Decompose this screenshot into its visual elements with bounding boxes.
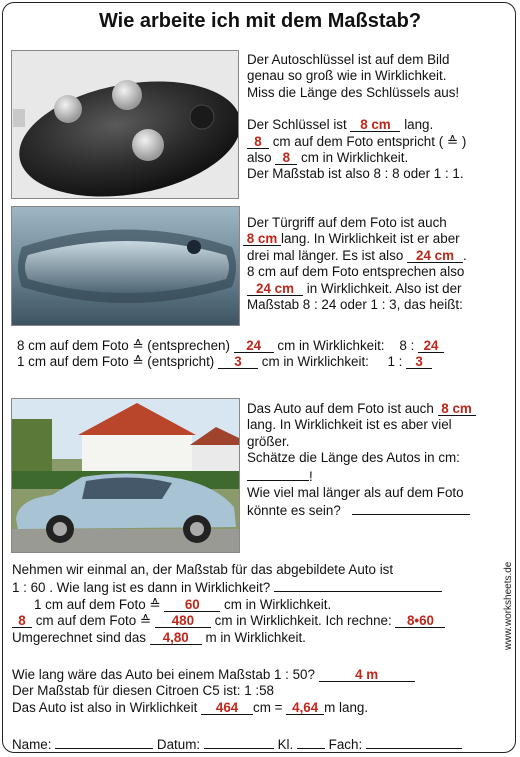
- answer-ratio-real-1[interactable]: 24: [234, 339, 274, 353]
- door-handle-photo: [11, 206, 240, 326]
- answer-scale-60-real[interactable]: 480: [155, 614, 211, 628]
- class-label: Kl.: [277, 737, 294, 752]
- car-photo-line: Das Auto auf dem Foto ist auch 8 cm: [247, 401, 476, 417]
- ratio-row-1: 8 cm auf dem Foto ≙ (entsprechen) 24 cm in Wirklichkeit: 8 : 24: [17, 338, 444, 354]
- text-line: Maßstab 8 : 24 oder 1 : 3, das heißt:: [247, 297, 463, 313]
- answer-handle-real[interactable]: 24 cm: [407, 249, 463, 263]
- key-photo-line: 8 cm auf dem Foto entspricht ( ≙ ): [247, 134, 466, 150]
- scale-50-text: [12, 667, 415, 716]
- text-line: Nehmen wir einmal an, der Maßstab für das abgebildete Auto ist: [12, 562, 394, 577]
- key-length-line: Der Schlüssel ist 8 cm lang.: [247, 117, 434, 133]
- car-photo: [11, 398, 240, 553]
- page-title: Wie arbeite ich mit dem Maßstab?: [98, 10, 422, 32]
- answer-ratio-1[interactable]: 24: [418, 339, 444, 353]
- scale-question-line: 1 : 60 . Wie lang ist es dann in Wirklichkeit?: [12, 578, 445, 596]
- citroen-length-line: Das Auto ist also in Wirklichkeit 464 cm = 4,64 m lang.: [12, 699, 369, 715]
- text-line: Der Türgriff auf dem Foto ist auch: [247, 215, 447, 230]
- answer-ratio-real-2[interactable]: 3: [218, 355, 258, 369]
- scale-50-line: Wie lang wäre das Auto bei einem Maßstab 1 : 50? 4 m: [12, 667, 415, 683]
- handle-text: [247, 215, 467, 313]
- text-line: Der Maßstab ist also 8 : 8 oder 1 : 1.: [247, 166, 464, 182]
- answer-handle-equiv[interactable]: 24 cm: [247, 282, 303, 296]
- answer-scale-50[interactable]: 4 m: [319, 668, 415, 682]
- name-label: Name:: [12, 737, 52, 752]
- student-info-footer: [12, 735, 462, 752]
- handle-length-line: 8 cm lang. In Wirklichkeit ist er aber: [243, 231, 467, 247]
- scale-60-meters-line: Umgerechnet sind das 4,80 m in Wirklichkeit.: [12, 629, 306, 645]
- text-line: Der Maßstab für diesen Citroen C5 ist: 1 :58: [12, 683, 274, 699]
- key-text: [247, 52, 466, 183]
- text-line: Wie viel mal länger als auf dem Foto: [247, 485, 464, 501]
- answer-real-cm[interactable]: 8: [275, 151, 297, 165]
- handle-equiv-line: 24 cm in Wirklichkeit. Also ist der: [247, 281, 467, 297]
- scale-60-row-1: 1 cm auf dem Foto ≙ 60 cm in Wirklichkeit.: [34, 596, 332, 612]
- answer-scale-60-photo[interactable]: 8: [12, 614, 32, 628]
- answer-citroen-cm[interactable]: 464: [201, 701, 253, 715]
- car-text: [247, 401, 476, 520]
- answer-meters[interactable]: 4,80: [150, 631, 202, 645]
- handle-real-line: drei mal länger. Es ist also 24 cm .: [247, 247, 467, 263]
- text-line: Miss die Länge des Schlüssels aus!: [247, 84, 460, 100]
- estimate-field[interactable]: [247, 467, 309, 481]
- answer-citroen-m[interactable]: 4,64: [286, 701, 324, 715]
- key-real-line: also 8 cm in Wirklichkeit.: [247, 150, 409, 166]
- text-line: größer.: [247, 433, 290, 449]
- answer-handle-photo[interactable]: 8 cm: [243, 232, 281, 246]
- date-label: Datum:: [156, 737, 201, 752]
- website-watermark: www.worksheets.de: [503, 561, 514, 650]
- answer-ratio-2[interactable]: 3: [406, 355, 432, 369]
- text-line: lang. In Wirklichkeit ist es aber viel: [247, 417, 452, 433]
- answer-photo-cm[interactable]: 8: [247, 135, 269, 149]
- class-field[interactable]: [297, 735, 325, 749]
- subject-field[interactable]: [366, 735, 462, 749]
- car-times-line: könnte es sein?: [247, 501, 476, 519]
- scale-60-row-2: 8 cm auf dem Foto ≙ 480 cm in Wirklichkeit. Ich rechne: 8•60: [12, 613, 445, 629]
- answer-calculation[interactable]: 8•60: [395, 614, 445, 628]
- times-field[interactable]: [352, 501, 470, 515]
- scale-60-answer-field[interactable]: [274, 578, 442, 592]
- answer-key-length[interactable]: 8 cm: [350, 118, 400, 132]
- answer-scale-60-per-cm[interactable]: 60: [164, 598, 220, 612]
- text-line: genau so groß wie in Wirklichkeit.: [247, 68, 447, 84]
- ratio-row-2: 1 cm auf dem Foto ≙ (entspricht) 3 cm in Wirklichkeit: 1 : 3: [17, 354, 444, 370]
- car-key-photo: [11, 50, 239, 199]
- scale-60-text: [12, 562, 445, 646]
- date-field[interactable]: [204, 735, 274, 749]
- ratio-rows: [17, 338, 444, 371]
- car-estimate-line: !: [247, 467, 476, 485]
- text-line: 8 cm auf dem Foto entsprechen also: [247, 264, 465, 280]
- subject-label: Fach:: [328, 737, 363, 752]
- text-line: Schätze die Länge des Autos in cm:: [247, 450, 460, 466]
- name-field[interactable]: [55, 735, 153, 749]
- answer-car-photo[interactable]: 8 cm: [438, 402, 476, 416]
- text-line: Der Autoschlüssel ist auf dem Bild: [247, 52, 450, 67]
